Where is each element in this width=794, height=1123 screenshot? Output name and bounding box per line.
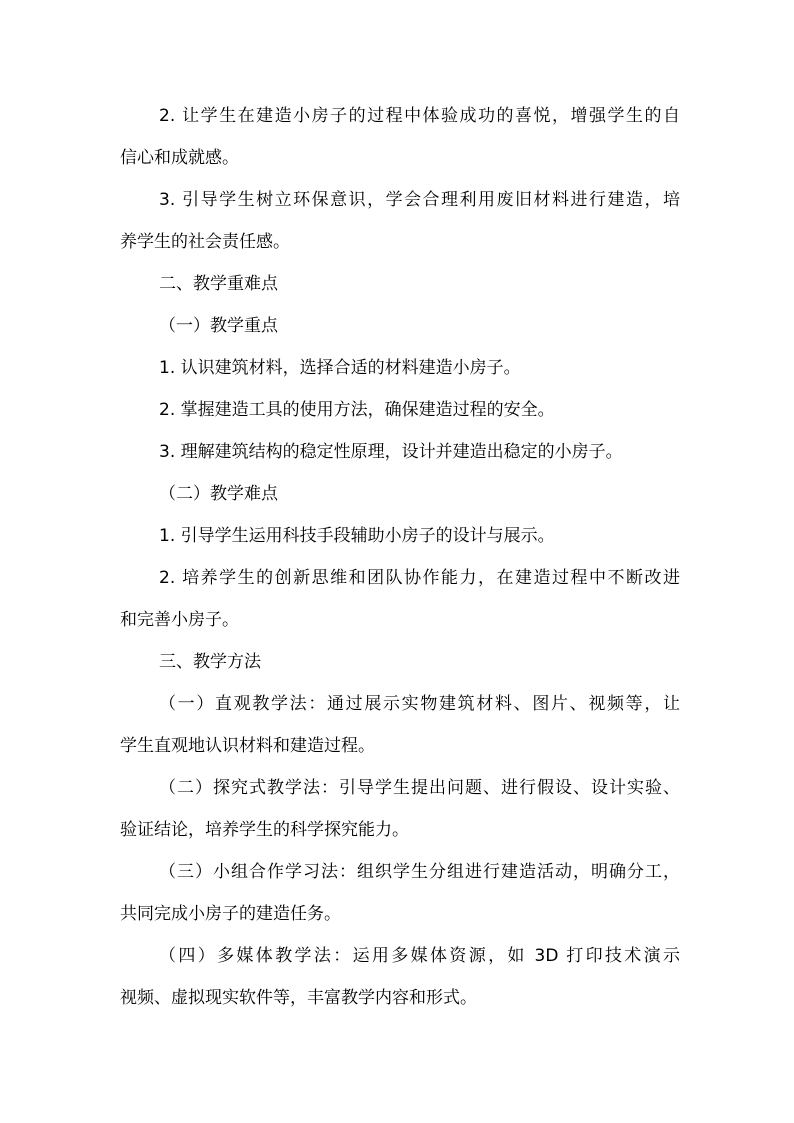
text-line: 共同完成小房子的建造任务。	[120, 904, 341, 924]
text-line: 和完善小房子。	[120, 610, 239, 630]
text-line: 2. 让学生在建造小房子的过程中体验成功的喜悦，增强学生的自	[159, 106, 680, 126]
subsection-heading: （一）教学重点	[159, 316, 278, 336]
section-heading: 三、教学方法	[159, 652, 261, 672]
text-line: （二）探究式教学法：引导学生提出问题、进行假设、设计实验、	[159, 778, 680, 798]
text-line: （一）直观教学法：通过展示实物建筑材料、图片、视频等，让	[159, 694, 680, 714]
text-line: 2. 掌握建造工具的使用方法，确保建造过程的安全。	[159, 400, 555, 420]
text-line: 2. 培养学生的创新思维和团队协作能力，在建造过程中不断改进	[159, 568, 680, 588]
text-line: 信心和成就感。	[120, 148, 239, 168]
text-line: 1. 引导学生运用科技手段辅助小房子的设计与展示。	[159, 526, 555, 546]
text-line: 养学生的社会责任感。	[120, 232, 290, 252]
subsection-heading: （二）教学难点	[159, 484, 278, 504]
text-line: （三）小组合作学习法：组织学生分组进行建造活动，明确分工，	[159, 862, 680, 882]
text-line: 1. 认识建筑材料，选择合适的材料建造小房子。	[159, 358, 521, 378]
text-line: 学生直观地认识材料和建造过程。	[120, 736, 375, 756]
text-line: 3. 理解建筑结构的稳定性原理，设计并建造出稳定的小房子。	[159, 442, 623, 462]
section-heading: 二、教学重难点	[159, 274, 278, 294]
text-line: （四）多媒体教学法：运用多媒体资源，如 3D 打印技术演示	[159, 946, 680, 966]
text-line: 视频、虚拟现实软件等，丰富教学内容和形式。	[120, 988, 477, 1008]
text-line: 验证结论，培养学生的科学探究能力。	[120, 820, 409, 840]
text-line: 3. 引导学生树立环保意识，学会合理利用废旧材料进行建造，培	[159, 190, 680, 210]
